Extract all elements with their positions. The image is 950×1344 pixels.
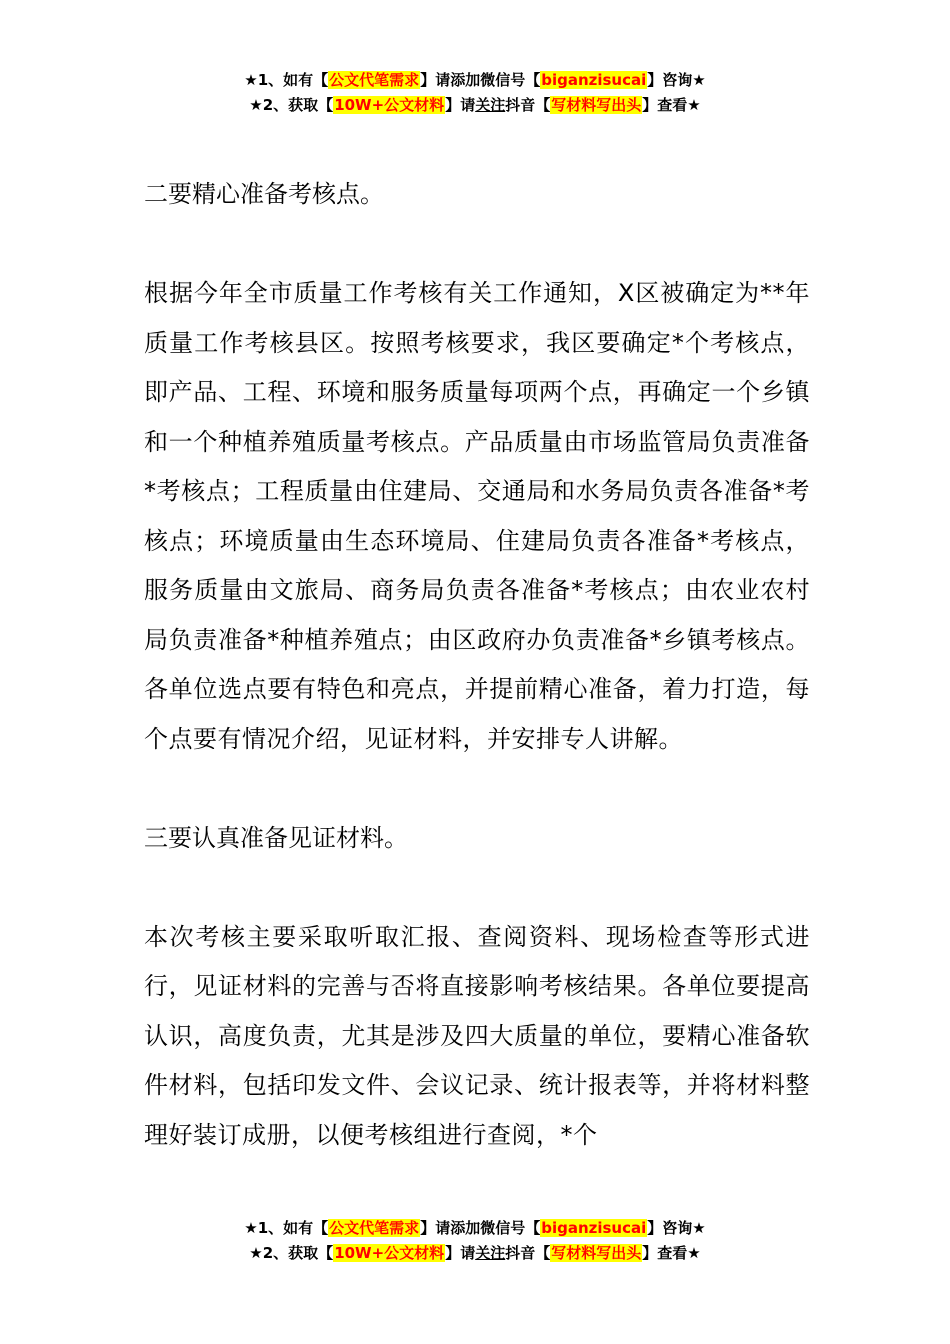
- banner-underlined: 关注: [475, 96, 506, 114]
- paragraph: 根据今年全市质量工作考核有关工作通知，X区被确定为**年质量工作考核县区。按照考核要求，我区要确定*个考核点，即产品、工程、环境和服务质量每项两个点，再确定一个乡镇和一个种植养殖质量考核点。产品质量由市场监管局负责准备*考核点；工程质量由住建局、交通局和水务局负责各准备*考核点；环境质量由生态环境局、住建局负责各准备*考核点，服务质量由文旅局、商务局负责各准备*考核点；由农业农村局负责准备*种植养殖点；由区政府办负责准备*乡镇考核点。各单位选点要有特色和亮点，并提前精心准备，着力打造，每个点要有情况介绍，见证材料，并安排专人讲解。: [144, 279, 810, 753]
- footer-banner: [0, 1216, 950, 1266]
- banner-highlight: 公文代笔需求: [329, 1219, 420, 1237]
- banner-text: 】咨询★: [647, 1219, 706, 1237]
- banner-douyin-id: 写材料写出头: [551, 1244, 642, 1262]
- document-body: [144, 170, 810, 1210]
- banner-wechat-id: biganzisucai: [541, 71, 647, 89]
- paragraph: 本次考核主要采取听取汇报、查阅资料、现场检查等形式进行，见证材料的完善与否将直接影响考核结果。各单位要提高认识，高度负责，尤其是涉及四大质量的单位，要精心准备软件材料，包括印发文件、会议记录、统计报表等，并将材料整理好装订成册，以便考核组进行查阅，*个: [144, 922, 810, 1149]
- banner-text: 抖音【: [505, 1244, 551, 1262]
- banner-text: ★1、如有【: [244, 1219, 329, 1237]
- banner-text: 】查看★: [642, 1244, 701, 1262]
- banner-text: 】查看★: [642, 96, 701, 114]
- banner-text: 】请: [445, 96, 476, 114]
- banner-text: 】请: [445, 1244, 476, 1262]
- banner-text: 】请添加微信号【: [420, 1219, 541, 1237]
- banner-text: ★2、获取【: [249, 96, 334, 114]
- banner-text: ★2、获取【: [249, 1244, 334, 1262]
- banner-wechat-id: biganzisucai: [541, 1219, 647, 1237]
- banner-highlight: 10W+公文材料: [334, 96, 445, 114]
- section-heading: 三要认真准备见证材料。: [144, 823, 408, 852]
- banner-highlight: 10W+公文材料: [334, 1244, 445, 1262]
- banner-line-2: [0, 93, 950, 118]
- banner-line-1: [0, 1216, 950, 1241]
- banner-highlight: 公文代笔需求: [329, 71, 420, 89]
- banner-line-1: [0, 68, 950, 93]
- banner-line-2: [0, 1241, 950, 1266]
- banner-text: 抖音【: [505, 96, 551, 114]
- header-banner: [0, 68, 950, 118]
- banner-text: ★1、如有【: [244, 71, 329, 89]
- section-heading: 二要精心准备考核点。: [144, 180, 384, 208]
- banner-text: 】咨询★: [647, 71, 706, 89]
- banner-text: 】请添加微信号【: [420, 71, 541, 89]
- banner-underlined: 关注: [475, 1244, 506, 1262]
- banner-douyin-id: 写材料写出头: [551, 96, 642, 114]
